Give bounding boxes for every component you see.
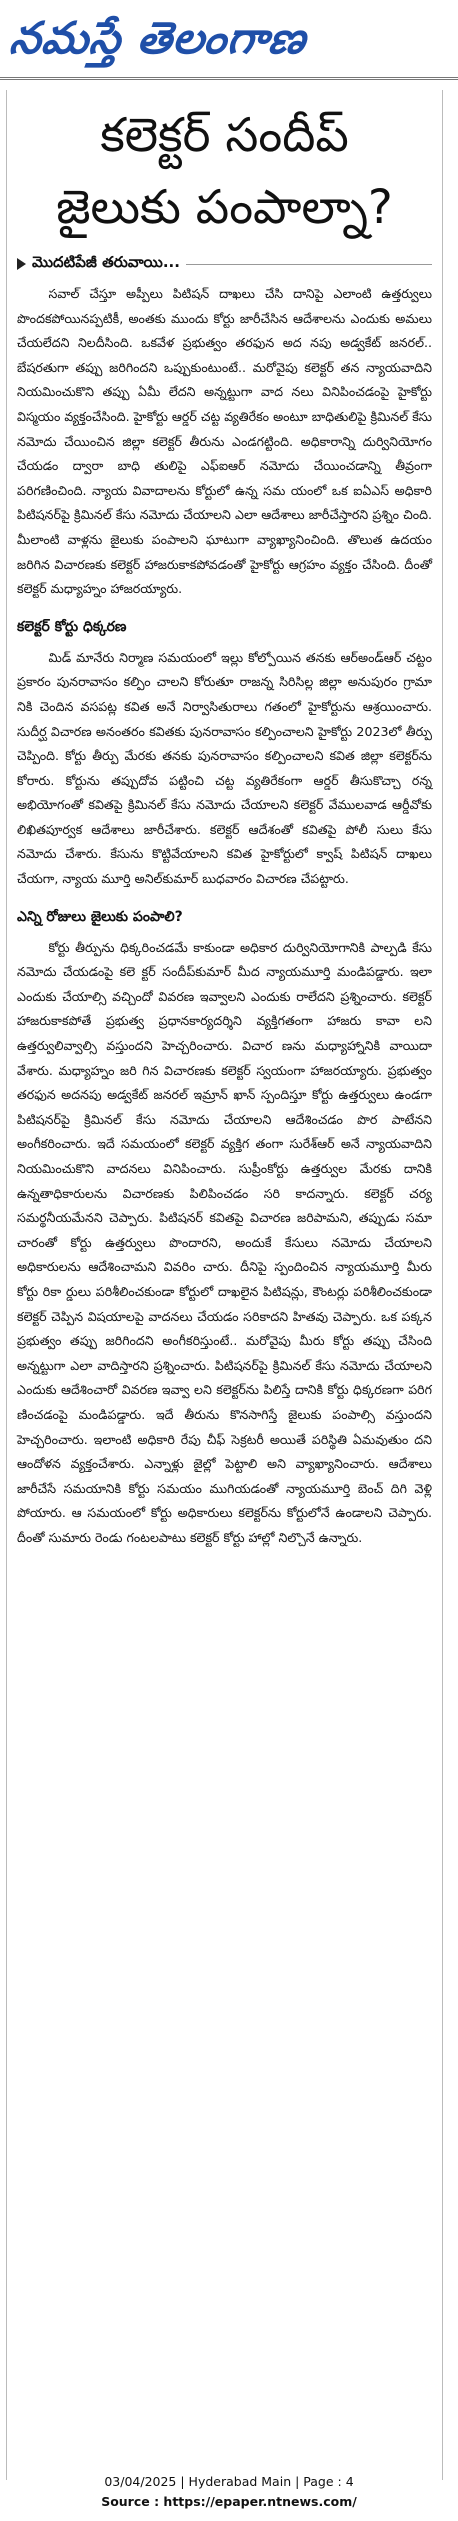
headline-line-1: కలెక్టర్ సందీప్: [100, 108, 349, 163]
newspaper-logo: నమస్తే తెలంగాణ: [7, 12, 309, 64]
article-headline: [17, 100, 432, 244]
edition-info: 03/04/2025 | Hyderabad Main | Page : 4: [104, 2474, 354, 2489]
continuation-kicker: [17, 252, 432, 276]
article-paragraph-1: సవాల్ చేస్తూ అప్పీలు పిటిషన్ దాఖలు చేసి దానిపై ఎలాంటి ఉత్తర్వులు పొందకపోయినప్పటికీ, అంతకు ముందు కోర్టు జారీచేసిన ఆదేశాలను ఎందుకు అమలు చేయలేదని నిలదీసింది. ఒకవేళ ప్రభుత్వం తరఫున అద నపు అడ్వకేట్ జనరల్.. బేషరతుగా తప్పు జరిగిందని ఒప్పుకుంటుంటే.. మరోవైపు కలెక్టర్ తన న్యాయవాదిని నియమించుకొని తప్పు ఏమీ లేదని అన్నట్టుగా వాద నలు వినిపించడంపై హైకోర్టు విస్మయం వ్యక్తంచేసింది. హైకోర్టు ఆర్డర్ చట్ట వ్యతిరేకం అంటూ బాధితులిపై క్రిమినల్ కేసు నమోదు చేయించిన జిల్లా కలెక్టర్ తీరును ఎండగట్టింది. అధికారాన్ని దుర్వినియోగం చేయడం ద్వారా బాధి తులిపై ఎఫ్‌ఐఆర్ నమోదు చేయించడాన్ని తీవ్రంగా పరిగణించింది. న్యాయ వివాదాలను కోర్టులో ఉన్న సమ యంలో ఒక ఐఏఎస్ అధికారి పిటిషనర్‌పై క్రిమినల్ కేసు నమోదు చేయాలని ఎలా ఆదేశాలు జారీచేస్తారని ప్రశ్నిం చింది. మీలాంటి వాళ్లను జైలుకు పంపాలని ఘాటుగా వ్యాఖ్యానించింది. తొలుత ఉదయం జరిగిన విచారణకు కలెక్టర్ హాజరుకాకపోవడంతో హైకోర్టు ఆగ్రహం వ్యక్తం చేసింది. దీంతో కలెక్టర్ మధ్యాహ్నం హాజరయ్యారు.: [17, 286, 432, 597]
section-heading-jail: ఎన్ని రోజులు జైలుకు పంపాలి?: [17, 908, 183, 925]
headline-line-2: జైలుకు పంపాల్నా?: [56, 180, 393, 235]
news-article: [6, 90, 443, 2480]
masthead: [0, 0, 458, 80]
article-paragraph-3: కోర్టు తీర్పును ధిక్కరించడమే కాకుండా అధికార దుర్వినియోగానికి పాల్పడి కేసు నమోదు చేయడంపై కలె క్టర్ సందీప్‌కుమార్ మీద న్యాయమూర్తి మండిపడ్డారు. ఇలా ఎందుకు చేయాల్సి వచ్చిందో వివరణ ఇవ్వాలని ఎందుకు రాలేదని ప్రశ్నించారు. కలెక్టర్ హాజరుకాకపోతే ప్రభుత్వ ప్రధానకార్యదర్శిని వ్యక్తిగతంగా హాజరు కావా లని ఉత్తర్వులివ్వాల్సి వస్తుందని హెచ్చరించారు. విచార ణను మధ్యాహ్నానికి వాయిదా వేశారు. మధ్యాహ్నం జరి గిన విచారణకు కలెక్టర్ స్వయంగా హాజరయ్యారు. ప్రభుత్వం తరఫున అదనపు అడ్వకేట్ జనరల్ ఇమ్రాన్ ఖాన్ స్పందిస్తూ కోర్టు ఉత్తర్వులు ఉండగా పిటిషనర్‌పై క్రిమినల్ కేసు నమోదు చేయాలని ఆదేశించడం పొర పాటేనని అంగీకరించారు. ఇదే సమయంలో కలెక్టర్ వ్యక్తిగ తంగా సురేశ్‌ఆర్ అనే న్యాయవాదిని నియమించుకొని వాదనలు వినిపించారు. సుప్రీంకోర్టు ఉత్తర్వుల మేరకు దానికి ఉన్నతాధికారులను విచారణకు పిలిపించడం సరి కాదన్నారు. కలెక్టర్ చర్య సమర్థనీయమేనని చెప్పారు. పిటిషనర్ కవితపై విచారణ జరిపామని, తప్పుడు సమా చారంతో కోర్టు ఉత్తర్వులు పొందారని, అందుకే కేసులు నమోదు చేయాలని అధికారులను ఆదేశించామని వివరిం చారు. దీనిపై స్పందించిన న్యాయమూర్తి మీరు కోర్టు రికా ర్డులు పరిశీలించకుండా కోర్టులో దాఖలైన పిటిషన్లు, కౌంటర్లు పరిశీలించకుండా కలెక్టర్ చెప్పిన విషయాలపై వాదనలు చేయడం సరికాదని హితవు చెప్పారు. ఒక పక్కన ప్రభుత్వం తప్పు జరిగిందని అంగీకరిస్తుంటే.. మరోవైపు మీరు కోర్టు తప్పు చేసింది అన్నట్టుగా ఎలా వాదిస్తారని ప్రశ్నించారు. పిటిషనర్‌పై క్రిమినల్ కేసు నమోదు చేయాలని ఎందుకు ఆదేశించారో వివరణ ఇవ్వా లని కలెక్టర్‌ను పిలిస్తే దానికి కోర్టు ధిక్కరణగా పరిగ ణించడంపై మండిపడ్డారు. ఇదే తీరును కొనసాగిస్తే జైలుకు పంపాల్సి వస్తుందని హెచ్చరించారు. ఇలాంటి అధికారి రేపు చీఫ్ సెక్రటరీ అయితే పరిస్థితి ఏమవుతుం దని ఆందోళన వ్యక్తంచేశారు. ఎన్నాళ్లు జైల్లో పెట్టాలి అని వ్యాఖ్యానించారు. ఆదేశాలు జారీచేసే సమయానికి కోర్టు సమయం ముగియడంతో న్యాయమూర్తి బెంచ్ దిగి వెళ్లి పోయారు. ఆ సమయంలో కోర్టు అధికారులు కలెక్టర్‌ను కోర్టులోనే ఉండాలని చెప్పారు. దీంతో సుమారు రెండు గంటలపాటు కలెక్టర్ కోర్టు హాల్లో నిల్చొనే ఉన్నారు.: [17, 939, 432, 1545]
article-paragraph-2: మిడ్ మానేరు నిర్మాణ సమయంలో ఇల్లు కోల్పోయిన తనకు ఆర్‌అండ్‌ఆర్ చట్టం ప్రకారం పునరావాసం కల్పిం చాలని కోరుతూ రాజన్న సిరిసిల్ల జిల్లా అనుపురం గ్రామా నికి చెందిన వసపట్ల కవిత అనే నిర్వాసితురాలు గతంలో హైకోర్టును ఆశ్రయించారు. సుదీర్ఘ విచారణ అనంతరం కవితకు పునరావాసం కల్పించాలని హైకోర్టు 2023లో తీర్పు చెప్పింది. కోర్టు తీర్పు మేరకు తనకు పునరావాసం కల్పించాలని కవిత జిల్లా కలెక్టర్‌ను కోరారు. కోర్టును తప్పుదోవ పట్టించి చట్ట వ్యతిరేకంగా ఆర్డర్ తీసుకొచ్చా రన్న అభియోగంతో కవితపై క్రిమినల్ కేసు నమోదు చేయాలని కలెక్టర్ వేములవాడ ఆర్డీవోకు లిఖితపూర్వక ఆదేశాలు జారీచేశారు. కలెక్టర్ ఆదేశంతో కవితపై పోలీ సులు కేసు నమోదు చేశారు. కేసును కొట్టివేయాలని కవిత హైకోర్టులో క్వాష్ పిటిషన్ దాఖలు చేయగా, న్యాయ మూర్తి అనిల్‌కుమార్ బుధవారం విచారణ చేపట్టారు.: [17, 649, 432, 887]
section-heading-contempt: కలెక్టర్ కోర్టు ధిక్కరణ: [17, 618, 127, 635]
kicker-text: మొదటిపేజీ తరువాయి...: [32, 253, 180, 271]
divider: [186, 264, 432, 265]
arrow-right-icon: [17, 258, 26, 270]
source-link[interactable]: Source : https://epaper.ntnews.com/: [101, 2494, 357, 2509]
page-footer: [0, 2472, 458, 2512]
